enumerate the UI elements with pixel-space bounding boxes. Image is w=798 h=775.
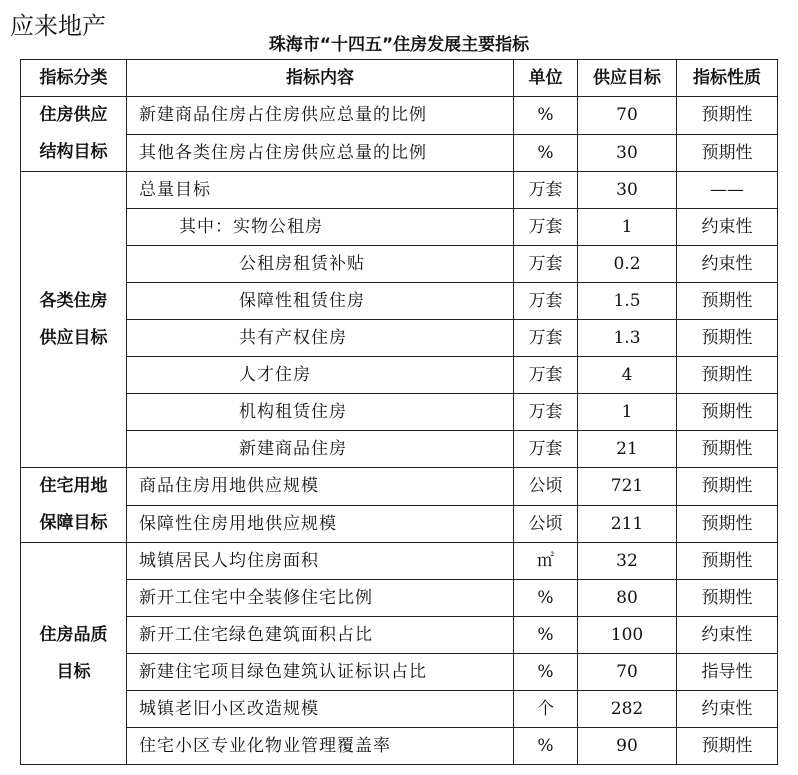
indicator-nature: 约束性	[677, 617, 778, 654]
indicator-target: 30	[578, 134, 677, 172]
table-row	[21, 320, 778, 357]
category-line: 住房品质	[39, 624, 108, 645]
indicator-nature: 约束性	[677, 246, 778, 283]
indicator-target: 1	[578, 394, 677, 431]
indicator-target: 30	[578, 172, 677, 209]
indicator-target: 1	[578, 209, 677, 246]
table-row	[21, 209, 778, 246]
indicator-target: 4	[578, 357, 677, 394]
indicator-unit: 个	[514, 691, 578, 728]
indicator-target: 70	[578, 654, 677, 691]
indicator-content: 城镇老旧小区改造规模	[127, 691, 514, 728]
indicator-target: 100	[578, 617, 677, 654]
indicator-nature: 预期性	[677, 283, 778, 320]
indicator-unit: 万套	[514, 320, 578, 357]
table-row	[21, 543, 778, 580]
indicator-content: 机构租赁住房	[127, 394, 514, 431]
category-cell	[21, 543, 127, 765]
table-header-row	[21, 60, 778, 97]
indicator-nature: 预期性	[677, 468, 778, 506]
table-row	[21, 505, 778, 543]
table-row	[21, 580, 778, 617]
indicator-nature: 预期性	[677, 431, 778, 468]
indicator-unit: %	[514, 134, 578, 172]
indicator-content: 新建住宅项目绿色建筑认证标识占比	[127, 654, 514, 691]
header-content: 指标内容	[127, 60, 514, 97]
table-row	[21, 246, 778, 283]
indicator-target: 90	[578, 728, 677, 765]
indicator-nature: 预期性	[677, 320, 778, 357]
indicator-nature: 预期性	[677, 505, 778, 543]
indicator-unit: 万套	[514, 209, 578, 246]
indicator-nature: 预期性	[677, 97, 778, 135]
indicator-unit: %	[514, 654, 578, 691]
indicator-unit: 万套	[514, 283, 578, 320]
header-unit: 单位	[514, 60, 578, 97]
document-title: 珠海市“十四五”住房发展主要指标	[268, 35, 530, 55]
indicator-unit: %	[514, 617, 578, 654]
indicator-target: 0.2	[578, 246, 677, 283]
indicator-nature: 约束性	[677, 691, 778, 728]
indicator-target: 721	[578, 468, 677, 506]
table-row	[21, 283, 778, 320]
indicator-unit: 万套	[514, 431, 578, 468]
indicator-content: 共有产权住房	[127, 320, 514, 357]
table-row	[21, 357, 778, 394]
indicator-unit: 公顷	[514, 468, 578, 506]
indicator-target: 21	[578, 431, 677, 468]
indicator-nature: ——	[677, 172, 778, 209]
category-cell	[21, 172, 127, 468]
indicator-unit: %	[514, 728, 578, 765]
indicator-content: 新建商品住房占住房供应总量的比例	[127, 97, 514, 135]
indicator-unit: %	[514, 97, 578, 135]
indicator-target: 70	[578, 97, 677, 135]
indicator-target: 282	[578, 691, 677, 728]
category-cell	[21, 468, 127, 543]
indicator-nature: 预期性	[677, 728, 778, 765]
indicator-target: 211	[578, 505, 677, 543]
indicator-nature: 预期性	[677, 357, 778, 394]
indicator-unit: %	[514, 580, 578, 617]
header-nature: 指标性质	[677, 60, 778, 97]
indicator-content: 保障性住房用地供应规模	[127, 505, 514, 543]
indicator-target: 1.5	[578, 283, 677, 320]
table-row	[21, 97, 778, 135]
brand-logo-text: 应来地产	[10, 12, 106, 40]
category-line: 保障目标	[39, 513, 108, 533]
table-row	[21, 654, 778, 691]
table-row	[21, 172, 778, 209]
indicator-unit: 万套	[514, 246, 578, 283]
indicator-content: 人才住房	[127, 357, 514, 394]
indicator-nature: 预期性	[677, 543, 778, 580]
indicator-unit: 公顷	[514, 505, 578, 543]
category-line: 供应目标	[39, 327, 108, 348]
indicator-content: 公租房租赁补贴	[127, 246, 514, 283]
indicator-target: 32	[578, 543, 677, 580]
indicator-content: 商品住房用地供应规模	[127, 468, 514, 506]
indicator-nature: 约束性	[677, 209, 778, 246]
category-line: 各类住房	[39, 290, 108, 311]
table-row	[21, 728, 778, 765]
indicator-content: 新开工住宅中全装修住宅比例	[127, 580, 514, 617]
indicator-nature: 指导性	[677, 654, 778, 691]
indicator-nature: 预期性	[677, 394, 778, 431]
table-row	[21, 134, 778, 172]
indicator-unit: 万套	[514, 394, 578, 431]
table-row	[21, 431, 778, 468]
indicator-nature: 预期性	[677, 134, 778, 172]
header-target: 供应目标	[578, 60, 677, 97]
table-row	[21, 468, 778, 506]
indicator-content: 住宅小区专业化物业管理覆盖率	[127, 728, 514, 765]
indicator-table	[20, 59, 778, 765]
table-row	[21, 691, 778, 728]
category-cell	[21, 97, 127, 172]
table-row	[21, 394, 778, 431]
indicator-content: 其中：实物公租房	[127, 209, 514, 246]
indicator-content: 总量目标	[127, 172, 514, 209]
indicator-target: 1.3	[578, 320, 677, 357]
indicator-nature: 预期性	[677, 580, 778, 617]
indicator-content: 新开工住宅绿色建筑面积占比	[127, 617, 514, 654]
table-row	[21, 617, 778, 654]
category-line: 住房供应	[39, 105, 108, 125]
indicator-target: 80	[578, 580, 677, 617]
category-line: 住宅用地	[39, 476, 108, 496]
category-line: 目标	[56, 661, 91, 682]
indicator-unit: ㎡	[514, 543, 578, 580]
indicator-content: 保障性租赁住房	[127, 283, 514, 320]
indicator-unit: 万套	[514, 172, 578, 209]
indicator-unit: 万套	[514, 357, 578, 394]
indicator-content: 新建商品住房	[127, 431, 514, 468]
indicator-content: 其他各类住房占住房供应总量的比例	[127, 134, 514, 172]
category-line: 结构目标	[39, 142, 108, 162]
indicator-content: 城镇居民人均住房面积	[127, 543, 514, 580]
header-category: 指标分类	[21, 60, 127, 97]
